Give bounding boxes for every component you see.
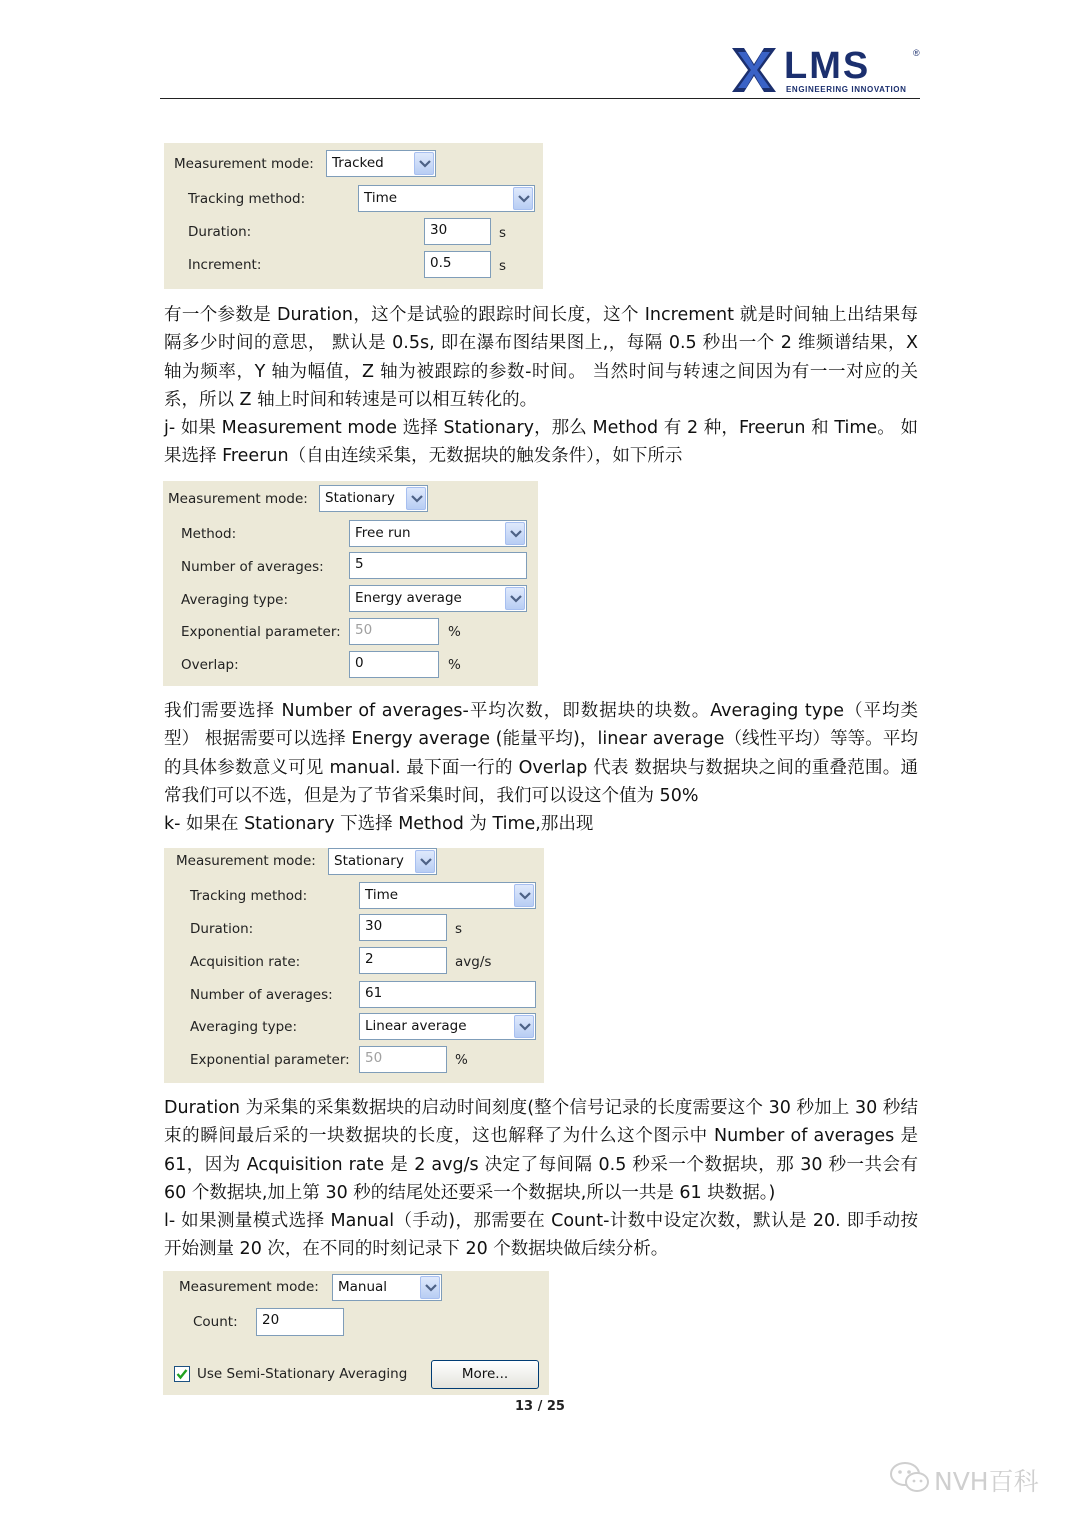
acq-rate-field[interactable]: 2 bbox=[359, 947, 447, 974]
measurement-mode-value: Stationary bbox=[325, 490, 395, 506]
text-block: k- 如果在 Stationary 下选择 Method 为 Time,那出现 bbox=[164, 814, 594, 835]
measurement-mode-value: Tracked bbox=[332, 155, 384, 171]
num-averages-field[interactable]: 61 bbox=[359, 981, 536, 1008]
header-rule bbox=[160, 98, 920, 99]
paragraph-duration-increment bbox=[164, 301, 918, 471]
watermark-text: NVH百科 bbox=[934, 1467, 1039, 1496]
acq-rate-label: Acquisition rate: bbox=[190, 954, 301, 970]
exp-param-field[interactable]: 50 bbox=[359, 1046, 447, 1073]
overlap-unit: % bbox=[448, 657, 461, 673]
tracking-method-select[interactable] bbox=[358, 185, 535, 212]
averaging-type-select[interactable] bbox=[349, 585, 527, 612]
overlap-field[interactable]: 0 bbox=[349, 651, 439, 678]
count-field[interactable]: 20 bbox=[256, 1308, 344, 1336]
measurement-mode-value: Stationary bbox=[334, 853, 404, 869]
text-block: 我们需要选择 Number of averages-平均次数，即数据块的块数。Averaging type（平均类型） 根据需要可以选择 Energy average (能量平均)，linear average（线性平均）等等。平均的具体参数意义可见 manual. 最下面一行的 Overlap 代表 数据块与数据块之间的重叠范围。通常我们可以不选，但是为了节省采集时间，我们可以设这个值为 50% bbox=[164, 701, 918, 806]
chevron-down-icon[interactable] bbox=[513, 187, 533, 210]
measurement-panel-manual bbox=[163, 1271, 549, 1395]
method-value: Free run bbox=[355, 525, 411, 541]
overlap-label: Overlap: bbox=[181, 657, 239, 673]
measurement-mode-label: Measurement mode: bbox=[179, 1279, 319, 1295]
duration-label: Duration: bbox=[188, 224, 252, 240]
chevron-down-icon[interactable] bbox=[414, 152, 434, 175]
count-label: Count: bbox=[193, 1314, 238, 1330]
duration-label: Duration: bbox=[190, 921, 254, 937]
paragraph-duration-explanation bbox=[164, 1094, 918, 1264]
svg-text:®: ® bbox=[913, 48, 920, 58]
text-block: j- 如果 Measurement mode 选择 Stationary，那么 Method 有 2 种，Freerun 和 Time。 如果选择 Freerun（自由连续采集，无数据块的触发条件），如下所示 bbox=[164, 418, 918, 467]
measurement-mode-select[interactable] bbox=[332, 1274, 442, 1301]
svg-text:LMS: LMS bbox=[784, 45, 871, 87]
measurement-mode-value: Manual bbox=[338, 1279, 388, 1295]
measurement-mode-select[interactable] bbox=[326, 150, 436, 177]
chat-bubble-icon bbox=[888, 1458, 932, 1498]
exp-param-unit: % bbox=[455, 1052, 468, 1068]
duration-field[interactable]: 30 bbox=[424, 218, 491, 245]
chevron-down-icon[interactable] bbox=[505, 522, 525, 545]
num-averages-label: Number of averages: bbox=[181, 559, 324, 575]
chevron-down-icon[interactable] bbox=[514, 884, 534, 907]
exp-param-label: Exponential parameter: bbox=[181, 624, 341, 640]
tracking-method-select[interactable] bbox=[359, 882, 536, 909]
chevron-down-icon[interactable] bbox=[415, 850, 435, 873]
method-label: Method: bbox=[181, 526, 237, 542]
text-block: l- 如果测量模式选择 Manual（手动)，那需要在 Count-计数中设定次数，默认是 20. 即手动按开始测量 20 次，在不同的时刻记录下 20 个数据块做后续分析。 bbox=[164, 1211, 918, 1260]
increment-unit: s bbox=[499, 258, 507, 274]
exp-param-label: Exponential parameter: bbox=[190, 1052, 350, 1068]
measurement-mode-select[interactable] bbox=[328, 848, 437, 875]
tracking-method-label: Tracking method: bbox=[190, 888, 308, 904]
chevron-down-icon[interactable] bbox=[514, 1015, 534, 1038]
tracking-method-value: Time bbox=[364, 190, 398, 206]
more-button[interactable]: More... bbox=[431, 1360, 539, 1389]
averaging-type-label: Averaging type: bbox=[181, 592, 289, 608]
lms-logo bbox=[730, 42, 925, 98]
measurement-panel-stationary-time bbox=[164, 848, 544, 1083]
increment-field[interactable]: 0.5 bbox=[424, 251, 491, 278]
tracking-method-value: Time bbox=[365, 887, 399, 903]
exp-param-field[interactable]: 50 bbox=[349, 618, 439, 645]
averaging-type-select[interactable] bbox=[359, 1013, 536, 1040]
measurement-panel-tracked bbox=[164, 143, 543, 289]
duration-field[interactable]: 30 bbox=[359, 914, 447, 941]
increment-label: Increment: bbox=[188, 257, 262, 273]
acq-rate-unit: avg/s bbox=[455, 954, 492, 970]
averaging-type-label: Averaging type: bbox=[190, 1019, 298, 1035]
paragraph-averages bbox=[164, 697, 918, 838]
chevron-down-icon[interactable] bbox=[420, 1276, 440, 1299]
checkmark-icon bbox=[175, 1367, 189, 1381]
measurement-panel-freerun bbox=[163, 481, 538, 686]
method-select[interactable] bbox=[349, 520, 527, 547]
text-block: 有一个参数是 Duration，这个是试验的跟踪时间长度，这个 Increment 就是时间轴上出结果每隔多少时间的意思， 默认是 0.5s, 即在瀑布图结果图上,，每隔 0.5 秒出一个 2 维频谱结果，X 轴为频率，Y 轴为幅值，Z 轴为被跟踪的参数-时间。 当然时间与转速之间因为有一一对应的关系，所以 Z 轴上时间和转速是可以相互转化的。 bbox=[164, 305, 918, 410]
duration-unit: s bbox=[455, 921, 463, 937]
measurement-mode-label: Measurement mode: bbox=[168, 491, 308, 507]
page-number: 13 / 25 bbox=[515, 1399, 565, 1414]
exp-param-unit: % bbox=[448, 624, 461, 640]
num-averages-field[interactable]: 5 bbox=[349, 552, 527, 579]
watermark bbox=[888, 1456, 1048, 1500]
text-block: Duration 为采集的采集数据块的启动时间刻度(整个信号记录的长度需要这个 30 秒加上 30 秒结束的瞬间最后采的一块数据块的长度，这也解释了为什么这个图示中 Number of averages 是 61，因为 Acquisition rate 是 2 avg/s 决定了每间隔 0.5 秒采一个数据块，那 30 秒一共会有 60 个数据块,加上第 30 秒的结尾处还要采一个数据块,所以一共是 61 块数据。) bbox=[164, 1098, 918, 1203]
duration-unit: s bbox=[499, 225, 507, 241]
measurement-mode-label: Measurement mode: bbox=[176, 853, 316, 869]
measurement-mode-select[interactable] bbox=[319, 485, 428, 512]
svg-text:ENGINEERING INNOVATION: ENGINEERING INNOVATION bbox=[786, 85, 907, 94]
num-averages-label: Number of averages: bbox=[190, 987, 333, 1003]
tracking-method-label: Tracking method: bbox=[188, 191, 306, 207]
semi-stationary-label: Use Semi-Stationary Averaging bbox=[197, 1366, 408, 1382]
averaging-type-value: Linear average bbox=[365, 1018, 467, 1034]
chevron-down-icon[interactable] bbox=[505, 587, 525, 610]
chevron-down-icon[interactable] bbox=[406, 487, 426, 510]
measurement-mode-label: Measurement mode: bbox=[174, 156, 314, 172]
averaging-type-value: Energy average bbox=[355, 590, 462, 606]
semi-stationary-checkbox[interactable] bbox=[174, 1366, 190, 1382]
